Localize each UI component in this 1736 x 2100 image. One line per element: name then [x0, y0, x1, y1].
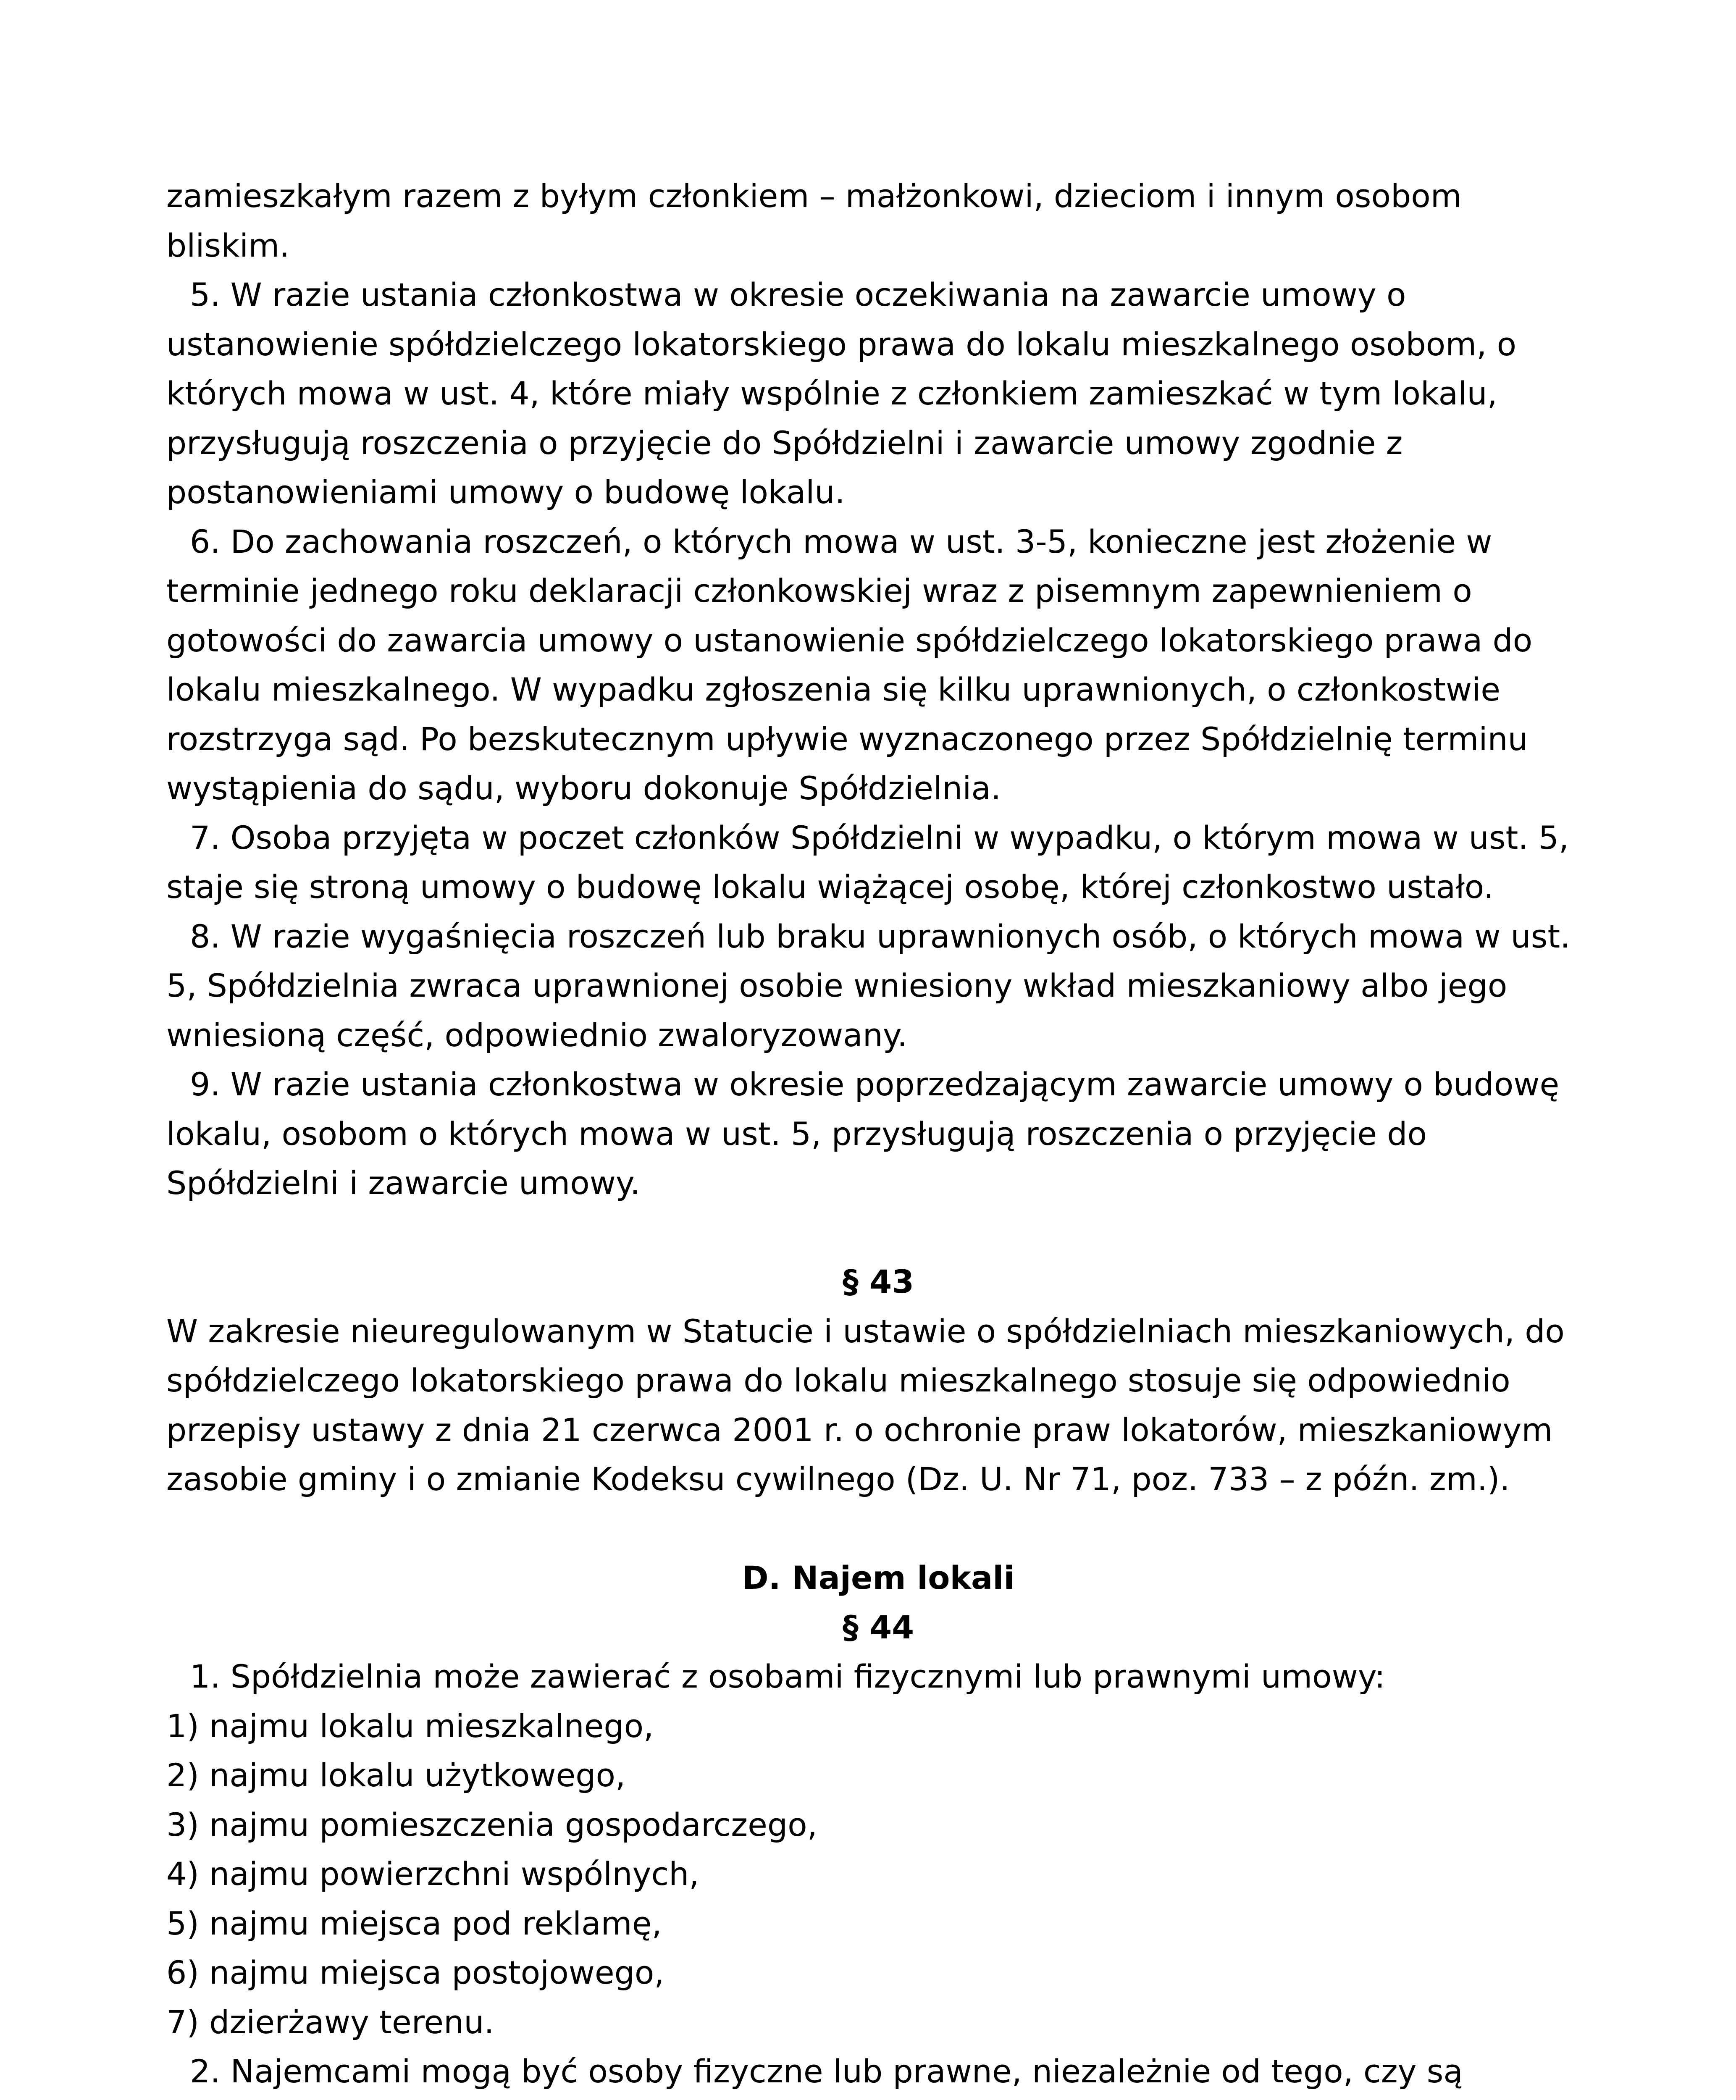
paragraph-6: 6. Do zachowania roszczeń, o których mowa w ust. 3-5, konieczne jest złożenie w terminie jednego roku deklaracji członkowskiej wraz z pisemnym zapewnieniem o gotowości do zawarcia umowy o ustanowienie spółdzielczego lokatorskiego prawa do lokalu mieszkalnego. W wypadku zgłoszenia się kilku uprawnionych, o członkostwie rozstrzyga sąd. Po bezskutecznym upływie wyznaczonego przez Spółdzielnię terminu wystąpienia do sądu, wyboru dokonuje Spółdzielnia. [166, 522, 1533, 807]
spacer [166, 1208, 1590, 1257]
document-page [166, 171, 1590, 2100]
paragraph-7: 7. Osoba przyjęta w poczet członków Spółdzielni w wypadku, o którym mowa w ust. 5, staje się stroną umowy o budowę lokalu wiążącej osobę, której członkostwo ustało. [166, 819, 1569, 906]
list-item: 2) najmu lokalu użytkowego, [166, 1756, 626, 1794]
list-item: 3) najmu pomieszczenia gospodarczego, [166, 1806, 817, 1843]
list-item: 7) dzierżawy terenu. [166, 2003, 494, 2041]
section-43-text: W zakresie nieuregulowanym w Statucie i ustawie o spółdzielniach mieszkaniowych, do spółdzielczego lokatorskiego prawa do lokalu mieszkalnego stosuje się odpowiednio przepisy ustawy z dnia 21 czerwca 2001 r. o ochronie praw lokatorów, mieszkaniowym zasobie gminy i o zmianie Kodeksu cywilnego (Dz. U. Nr 71, poz. 733 – z późn. zm.). [166, 1312, 1565, 1498]
paragraph-continuation: zamieszkałym razem z byłym członkiem – małżonkowi, dzieciom i innym osobom bliskim. [166, 177, 1462, 264]
list-item: 4) najmu powierzchni wspólnych, [166, 1855, 699, 1893]
list-item: 1) najmu lokalu mieszkalnego, [166, 1707, 654, 1745]
section-44-paragraph-2: 2. Najemcami mogą być osoby fizyczne lub prawne, niezależnie od tego, czy są [190, 2053, 1463, 2090]
section-44-heading: § 44 [842, 1608, 914, 1646]
paragraph-5: 5. W razie ustania członkostwa w okresie oczekiwania na zawarcie umowy o ustanowienie spółdzielczego lokatorskiego prawa do lokalu mieszkalnego osobom, o których mowa w ust. 4, które miały wspólnie z członkiem zamieszkać w tym lokalu, przysługują roszczenia o przyjęcie do Spółdzielni i zawarcie umowy zgodnie z postanowieniami umowy o budowę lokalu. [166, 276, 1517, 511]
paragraph-9: 9. W razie ustania członkostwa w okresie poprzedzającym zawarcie umowy o budowę lokalu, osobom o których mowa w ust. 5, przysługują roszczenia o przyjęcie do Spółdzielni i zawarcie umowy. [166, 1066, 1560, 1202]
paragraph-8: 8. W razie wygaśnięcia roszczeń lub braku uprawnionych osób, o których mowa w ust. 5, Spółdzielnia zwraca uprawnionej osobie wniesiony wkład mieszkaniowy albo jego wniesioną część, odpowiednio zwaloryzowany. [166, 917, 1571, 1054]
list-item: 6) najmu miejsca postojowego, [166, 1954, 664, 1991]
section-44-paragraph-1: 1. Spółdzielnia może zawierać z osobami fizycznymi lub prawnymi umowy: [190, 1658, 1385, 1695]
section-43-heading: § 43 [842, 1263, 914, 1300]
section-d-heading: D. Najem lokali [742, 1559, 1015, 1596]
spacer [166, 1504, 1590, 1554]
list-item: 5) najmu miejsca pod reklamę, [166, 1904, 662, 1942]
